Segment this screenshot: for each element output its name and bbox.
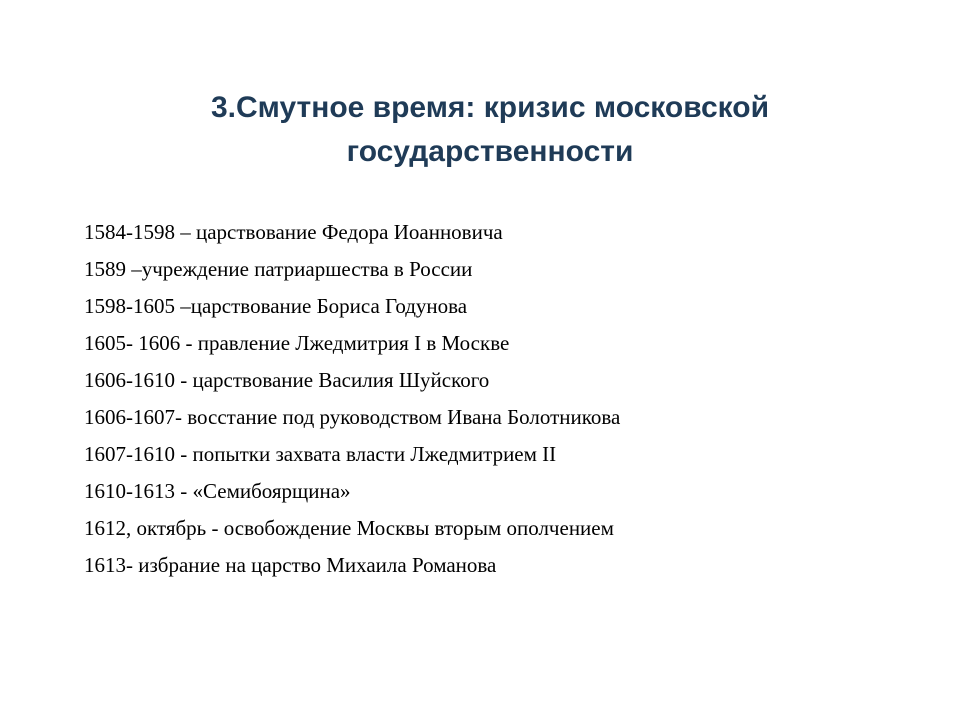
slide-title-line-2: государственности: [346, 135, 634, 168]
timeline-list: [84, 214, 904, 584]
timeline-item: 1598-1605 –царствование Бориса Годунова: [84, 294, 468, 318]
timeline-item: 1610-1613 - «Семибоярщина»: [84, 479, 351, 503]
timeline-item: 1612, октябрь - освобождение Москвы вторым ополчением: [84, 516, 614, 540]
timeline-item: 1606-1610 - царствование Василия Шуйского: [84, 368, 490, 392]
timeline-item: 1589 –учреждение патриаршества в России: [84, 257, 473, 281]
timeline-item: 1605- 1606 - правление Лжедмитрия I в Москве: [84, 331, 510, 355]
slide-title-line-1: 3.Смутное время: кризис московской: [210, 91, 770, 124]
timeline-item: 1607-1610 - попытки захвата власти Лжедмитрием II: [84, 442, 557, 466]
slide-title: [150, 86, 830, 174]
timeline-item: 1606-1607- восстание под руководством Ивана Болотникова: [84, 405, 621, 429]
timeline-item: 1584-1598 – царствование Федора Иоанновича: [84, 220, 503, 244]
timeline-item: 1613- избрание на царство Михаила Романова: [84, 553, 497, 577]
